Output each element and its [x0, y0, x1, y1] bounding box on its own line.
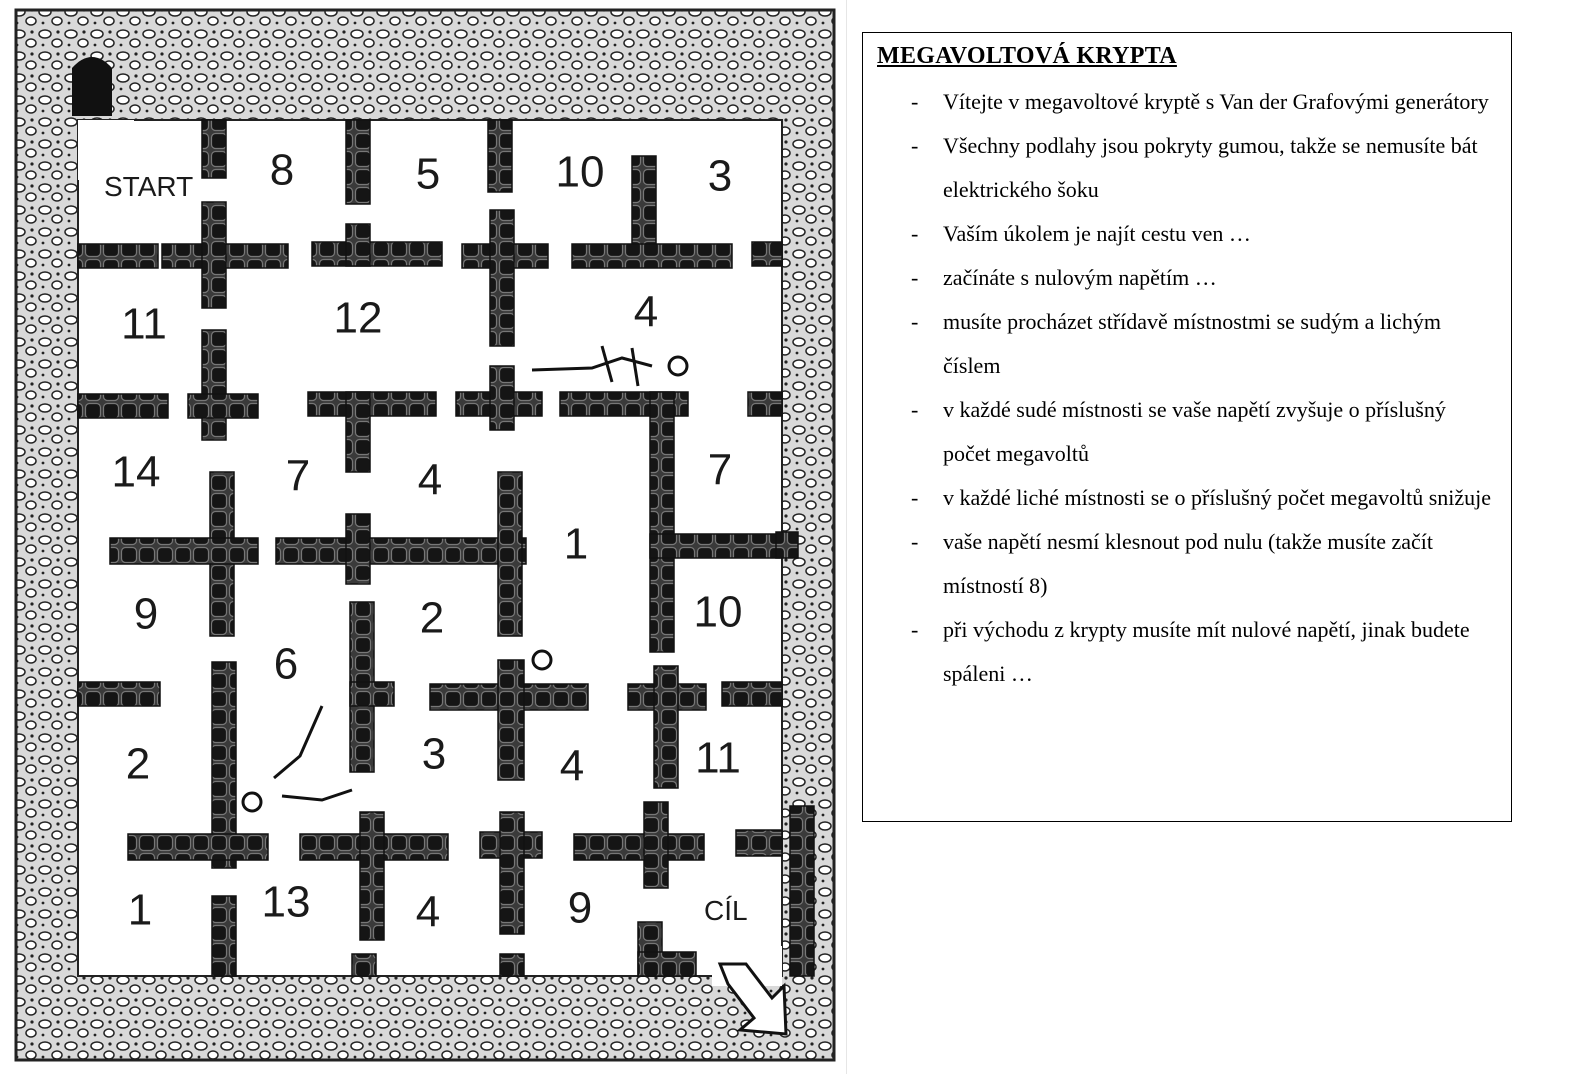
maze-svg: [12, 6, 844, 1064]
rule-item: - Vítejte v megavoltové kryptě s Van der Grafovými generátory: [911, 89, 1489, 114]
room-number: 3: [421, 729, 447, 779]
room-number: 9: [567, 883, 593, 933]
room-number: 4: [559, 741, 585, 791]
room-number: 7: [707, 445, 733, 495]
rule-text: při východu z krypty musíte mít nulové napětí, jinak budete spáleni …: [943, 617, 1470, 686]
rule-text: v každé sudé místnosti se vaše napětí zvyšuje o příslušný počet megavoltů: [943, 397, 1446, 466]
rule-text: musíte procházet střídavě místnostmi se sudým a lichým číslem: [943, 309, 1441, 378]
rule-item: - při východu z krypty musíte mít nulové napětí, jinak budete spáleni …: [911, 617, 1470, 686]
room-number: 4: [417, 455, 443, 505]
rule-text: začínáte s nulovým napětím …: [943, 265, 1217, 290]
room-number: 4: [415, 887, 441, 937]
start-label: START: [104, 171, 194, 202]
room-number: 11: [695, 733, 741, 783]
room-number: 14: [111, 447, 161, 497]
rule-text: Vaším úkolem je najít cestu ven …: [943, 221, 1251, 246]
room-number: 6: [273, 639, 299, 689]
room-number: 5: [415, 149, 441, 199]
room-number: 2: [419, 593, 445, 643]
room-number: 12: [333, 293, 383, 343]
rule-text: Všechny podlahy jsou pokryty gumou, takže se nemusíte bát elektrického šoku: [943, 133, 1478, 202]
rule-item: - v každé sudé místnosti se vaše napětí zvyšuje o příslušný počet megavoltů: [911, 397, 1446, 466]
room-number: 3: [707, 151, 733, 201]
room-number: 10: [555, 147, 605, 197]
rules-list: [877, 80, 1497, 696]
rule-item: - Všechny podlahy jsou pokryty gumou, takže se nemusíte bát elektrického šoku: [911, 133, 1478, 202]
room-number: 1: [127, 885, 153, 935]
room-number: 4: [633, 287, 659, 337]
rules-panel: [862, 32, 1512, 822]
room-number: 2: [125, 739, 151, 789]
room-number: 11: [121, 299, 167, 349]
rule-text: vaše napětí nesmí klesnout pod nulu (takže musíte začít místností 8): [943, 529, 1433, 598]
rule-text: v každé liché místnosti se o příslušný počet megavoltů snižuje: [943, 485, 1492, 510]
room-number: 7: [285, 451, 311, 501]
rule-item: - Vaším úkolem je najít cestu ven …: [911, 221, 1251, 246]
rule-item: - musíte procházet střídavě místnostmi se sudým a lichým číslem: [911, 309, 1441, 378]
rule-item: - začínáte s nulovým napětím …: [911, 265, 1217, 290]
finish-label: CÍL: [704, 895, 748, 926]
room-number: 1: [563, 519, 589, 569]
rule-item: - vaše napětí nesmí klesnout pod nulu (takže musíte začít místností 8): [911, 529, 1433, 598]
rules-title: MEGAVOLTOVÁ KRYPTA: [877, 43, 1177, 69]
room-number: 10: [693, 587, 743, 637]
room-number: 9: [133, 589, 159, 639]
rule-item: - v každé liché místnosti se o příslušný počet megavoltů snižuje: [911, 485, 1492, 510]
panel-divider: [846, 0, 847, 1074]
crypt-maze-map: [12, 6, 844, 1064]
room-number: 13: [261, 877, 311, 927]
room-number: 8: [269, 145, 295, 195]
rule-text: Vítejte v megavoltové kryptě s Van der Grafovými generátory: [943, 89, 1489, 114]
